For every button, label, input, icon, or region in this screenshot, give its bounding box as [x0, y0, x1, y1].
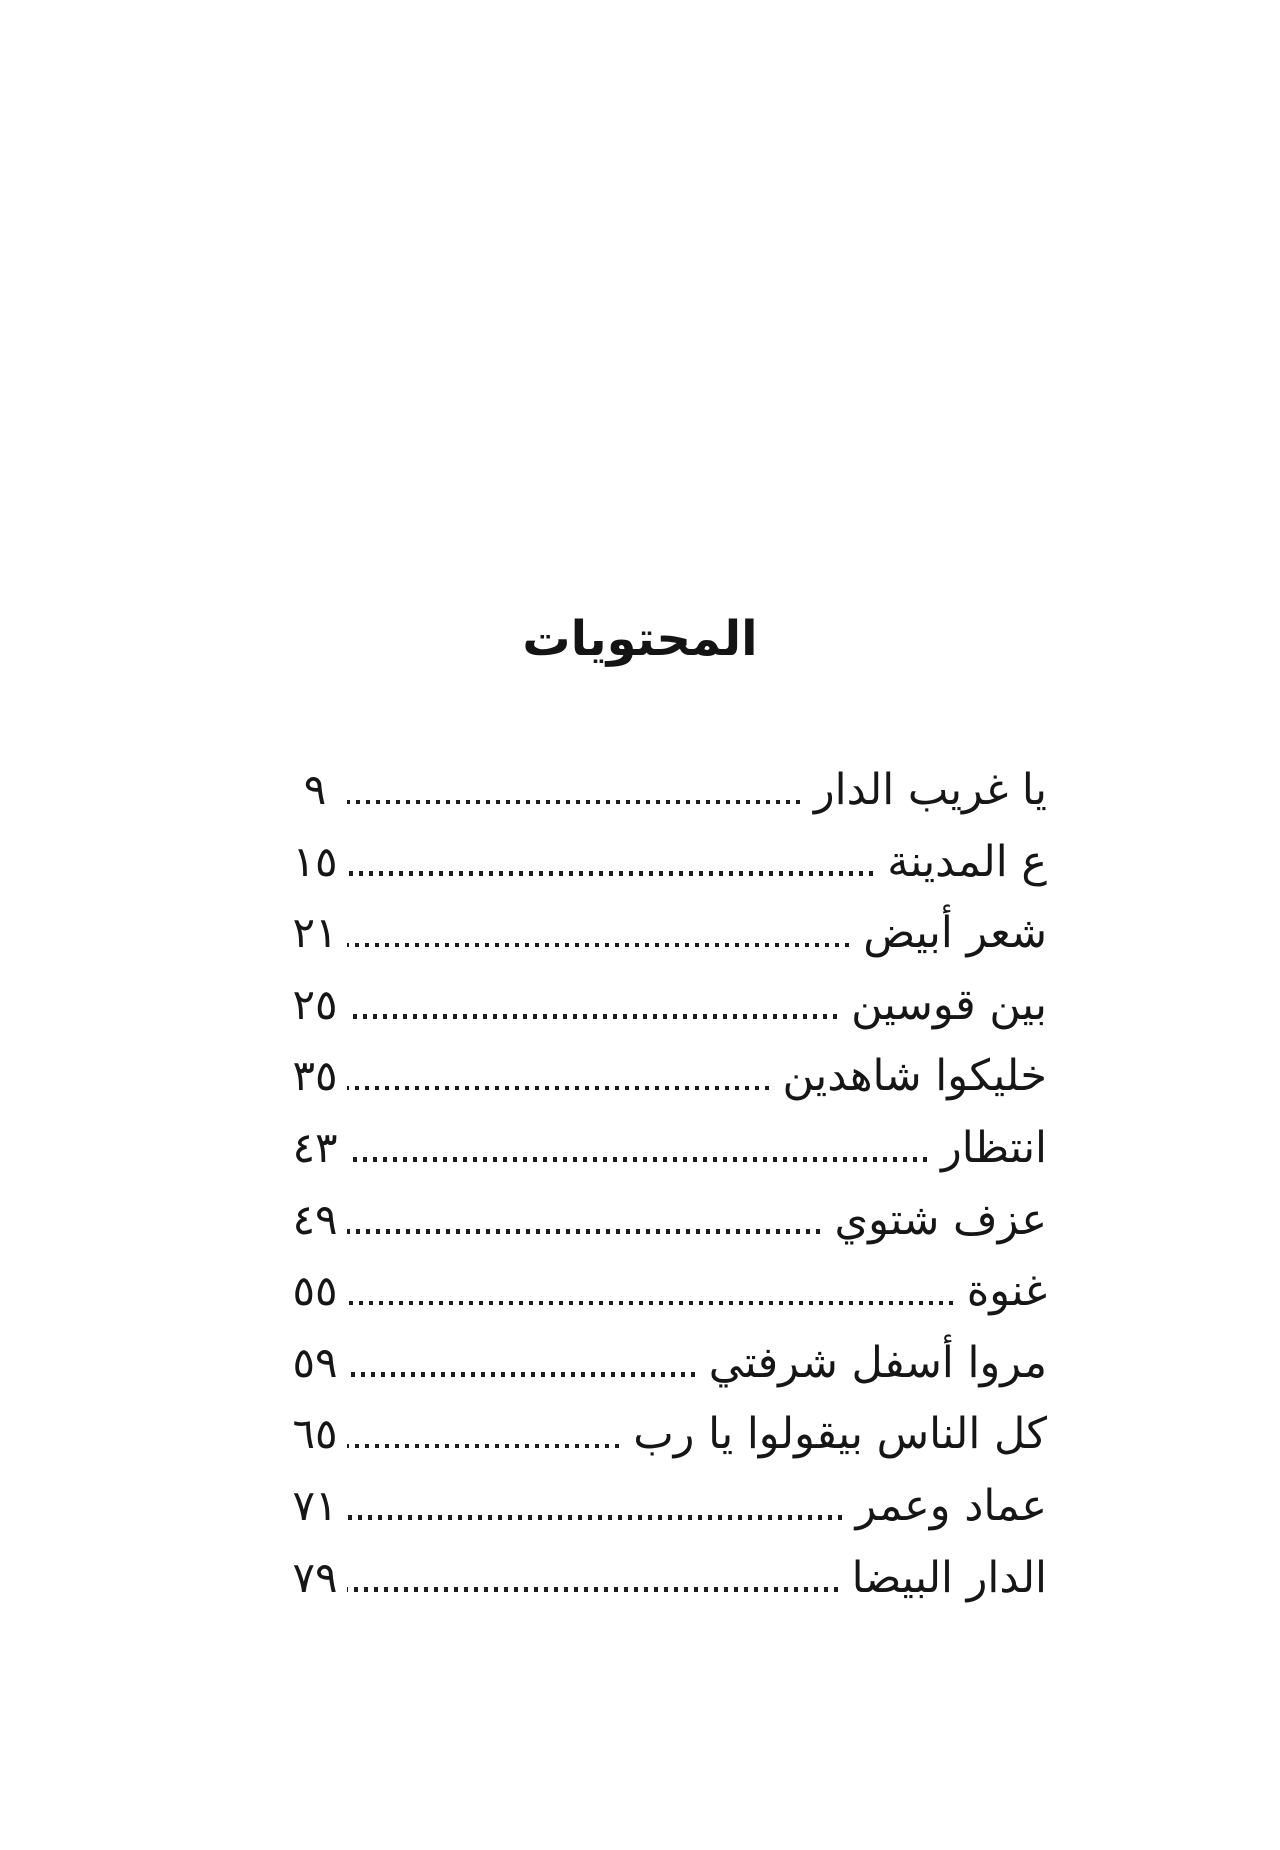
toc-entry — [288, 1542, 1047, 1614]
toc-entry-title: عزف شتوي — [834, 1194, 1047, 1245]
toc-entry-title: ع المدينة — [887, 836, 1047, 887]
toc-list — [288, 754, 1047, 1613]
toc-entry — [288, 826, 1047, 898]
toc-entry-page-number: ١٥ — [292, 836, 338, 886]
toc-entry-title: كل الناس بيقولوا يا رب — [633, 1409, 1047, 1460]
dot-leader — [347, 1372, 695, 1377]
dot-leader — [347, 943, 849, 948]
toc-entry-page-number: ٦٥ — [292, 1409, 338, 1459]
dot-leader — [347, 1014, 837, 1019]
toc-entry-title: مروا أسفل شرفتي — [708, 1337, 1047, 1388]
toc-entry — [288, 1112, 1047, 1184]
toc-entry — [288, 1040, 1047, 1112]
dot-leader — [347, 1229, 820, 1234]
toc-entry-title: الدار البيضا — [851, 1552, 1047, 1603]
dot-leader — [347, 800, 800, 805]
toc-entry-title: انتظار — [940, 1122, 1047, 1173]
toc-entry-page-number: ٥٥ — [292, 1266, 338, 1316]
toc-entry-title: خليكوا شاهدين — [782, 1051, 1047, 1102]
toc-entry-page-number: ٢١ — [292, 908, 338, 958]
dot-leader — [347, 871, 873, 876]
toc-entry-title: بين قوسين — [851, 979, 1047, 1030]
toc-entry-page-number: ٧١ — [292, 1480, 338, 1530]
toc-entry — [288, 1255, 1047, 1327]
toc-entry-page-number: ٢٥ — [292, 979, 338, 1029]
toc-entry-title: عماد وعمر — [855, 1480, 1047, 1531]
toc-entry-page-number: ٣٥ — [292, 1051, 338, 1101]
toc-entry-page-number: ٧٩ — [292, 1552, 338, 1602]
toc-entry-page-number: ٥٩ — [292, 1337, 338, 1387]
dot-leader — [347, 1086, 769, 1091]
toc-entry — [288, 1184, 1047, 1256]
toc-entry — [288, 754, 1047, 826]
toc-entry — [288, 969, 1047, 1041]
toc-entry-page-number: ٤٣ — [292, 1122, 338, 1172]
dot-leader — [347, 1444, 619, 1449]
toc-entry-page-number: ٤٩ — [292, 1194, 338, 1244]
toc-entry — [288, 897, 1047, 969]
dot-leader — [347, 1515, 842, 1520]
toc-entry — [288, 1327, 1047, 1399]
page-title: المحتويات — [522, 611, 758, 667]
dot-leader — [347, 1157, 927, 1162]
toc-entry — [288, 1398, 1047, 1470]
toc-entry-title: يا غريب الدار — [813, 765, 1047, 815]
dot-leader — [347, 1587, 838, 1592]
toc-entry-title: غنوة — [966, 1266, 1047, 1317]
toc-entry-title: شعر أبيض — [863, 908, 1047, 959]
dot-leader — [347, 1301, 953, 1306]
toc-entry-page-number: ٩ — [303, 765, 327, 814]
toc-entry — [288, 1470, 1047, 1542]
